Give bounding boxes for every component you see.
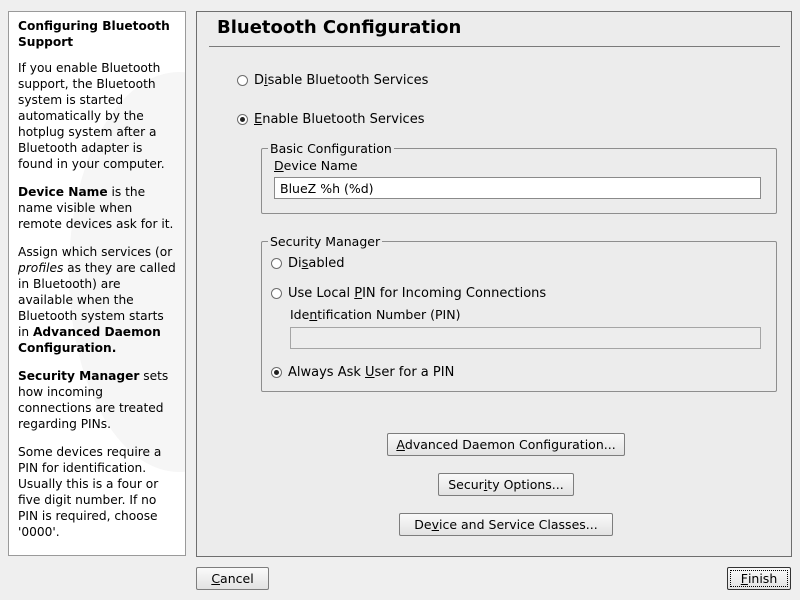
pin-input[interactable]	[290, 327, 761, 349]
finish-button[interactable]: F inish	[727, 567, 791, 590]
device-name-input[interactable]	[274, 177, 761, 199]
radio-security-disabled[interactable]	[271, 256, 345, 271]
radio-indicator-checked[interactable]	[237, 114, 248, 125]
title-divider	[209, 46, 780, 47]
device-name-label: Device Name	[274, 158, 358, 173]
radio-indicator[interactable]	[271, 258, 282, 269]
radio-label: Always Ask User for a PIN	[288, 365, 455, 380]
help-paragraph-intro: If you enable Bluetooth support, the Bluetooth system is started automatically by the hotplug system after a Bluetooth adapter is found in your computer.	[18, 61, 165, 171]
help-panel	[8, 11, 186, 556]
radio-enable-bluetooth[interactable]	[237, 112, 424, 127]
pin-label: Identification Number (PIN)	[290, 307, 461, 322]
help-paragraph-security: Security Manager sets how incoming connections are treated regarding PINs.	[18, 369, 169, 431]
main-panel	[196, 11, 792, 557]
cancel-button[interactable]: C ancel	[196, 567, 269, 590]
help-paragraph-services: Assign which services (or profiles as they are called in Bluetooth) are available when the Bluetooth system starts in Advanced Daemon Configuration.	[18, 245, 176, 355]
help-paragraph-device-name: Device Name is the name visible when remote devices ask for it.	[18, 185, 174, 231]
page-title: Bluetooth Configuration	[217, 17, 462, 38]
help-title: Configuring Bluetooth Support	[18, 19, 170, 49]
device-and-service-classes-button[interactable]: De v ice and Service Classes...	[399, 513, 613, 536]
radio-always-ask-pin[interactable]	[271, 365, 454, 380]
radio-use-local-pin[interactable]	[271, 286, 546, 301]
advanced-daemon-configuration-button[interactable]: A dvanced Daemon Configuration...	[387, 433, 625, 456]
radio-indicator[interactable]	[237, 75, 248, 86]
radio-label: Enable Bluetooth Services	[254, 112, 425, 127]
security-options-button[interactable]: Secur i ty Options...	[438, 473, 574, 496]
radio-indicator-checked[interactable]	[271, 367, 282, 378]
radio-label: Disable Bluetooth Services	[254, 73, 429, 88]
radio-indicator[interactable]	[271, 288, 282, 299]
radio-disable-bluetooth[interactable]	[237, 73, 428, 88]
help-paragraph-pin: Some devices require a PIN for identification. Usually this is a four or five digit number. If no PIN is required, choose '0000'.	[18, 445, 162, 539]
security-manager-legend: Security Manager	[270, 234, 381, 249]
radio-label: Disabled	[288, 256, 345, 271]
radio-label: Use Local PIN for Incoming Connections	[288, 286, 547, 301]
basic-configuration-legend: Basic Configuration	[270, 141, 392, 156]
